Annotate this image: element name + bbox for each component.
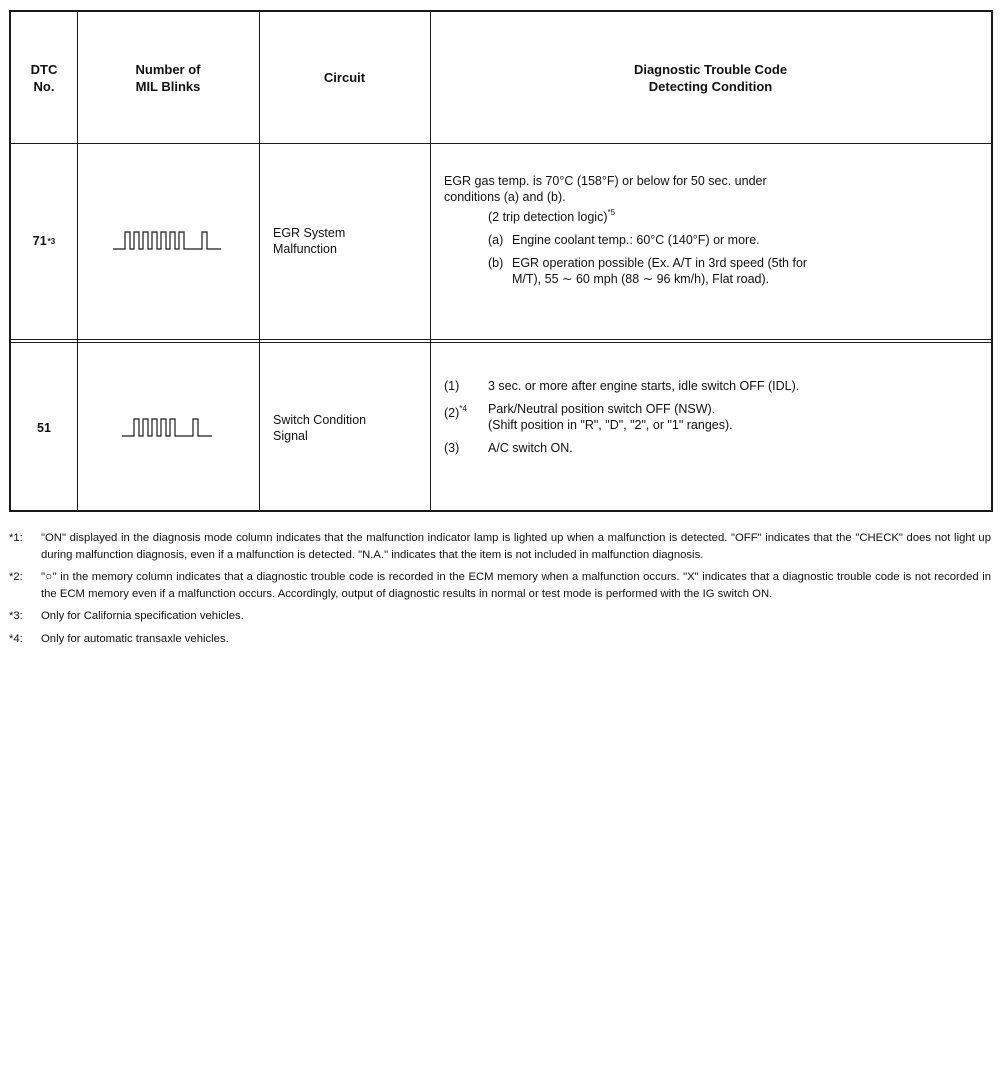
mil-blink-waveform-icon: [113, 229, 223, 253]
condition-item-text-cont: M/T), 55 ∼ 60 mph (88 ∼ 96 km/h), Flat road).: [512, 272, 770, 286]
dtc-code: 51: [37, 420, 51, 435]
footnotes: [9, 530, 991, 653]
condition-item-text: 3 sec. or more after engine starts, idle switch OFF (IDL).: [488, 379, 800, 393]
condition-item-2: [444, 401, 971, 433]
condition-item-label: (3): [444, 441, 460, 455]
header-blinks-line1: Number of: [135, 61, 201, 77]
row-divider-double-top: [11, 339, 991, 340]
trip-logic-text: (2 trip detection logic): [488, 210, 608, 224]
footnote-label: *2:: [9, 571, 23, 583]
table-row-71-circuit: [259, 143, 430, 339]
condition-intro-line1: EGR gas temp. is 70°C (158°F) or below for 50 sec. under: [444, 174, 767, 188]
footnote-ref: *3: [47, 236, 56, 246]
footnote-label: *1:: [9, 532, 23, 544]
footnote-3: [9, 608, 991, 625]
table-row-71-condition: [430, 143, 991, 339]
header-circuit-label: Circuit: [323, 70, 366, 85]
condition-item-a: [444, 232, 971, 248]
condition-item-label: (b): [488, 256, 504, 270]
footnote-label: *4:: [9, 632, 23, 645]
mil-blink-waveform-icon: [122, 416, 214, 440]
header-mil-blinks: [77, 12, 259, 143]
header-condition-line1: Diagnostic Trouble Code: [633, 61, 788, 77]
table-row-51-circuit: [259, 343, 430, 512]
footnote-4: [9, 631, 991, 648]
footnote-2: [9, 569, 991, 602]
condition-item-b: [444, 255, 971, 287]
table-row-51-condition: [430, 343, 991, 512]
footnote-text: "ON" displayed in the diagnosis mode column indicates that the malfunction indicator lamp is lighted up when a malfunction is detected. "OFF" indicates that the "CHECK" does not light up during malfunction diagnosis, even if a malfunction is detected. "N.A." indicates that the item is not included in malfunction diagnosis.: [41, 532, 991, 561]
condition-item-text: EGR operation possible (Ex. A/T in 3rd speed (5th for: [512, 256, 808, 270]
header-dtc-no-line2: No.: [33, 78, 55, 94]
condition-item-label: (1): [444, 379, 460, 393]
condition-item-text: Engine coolant temp.: 60°C (140°F) or more.: [512, 233, 760, 247]
condition-item-label: (a): [488, 233, 504, 247]
table-row-71-code: [11, 143, 77, 339]
blink-pulse-train: [122, 419, 212, 436]
header-detecting-condition: [430, 12, 991, 143]
condition-item-label-wrap: [444, 401, 488, 433]
condition-item-3: [444, 440, 971, 456]
footnote-ref: *4: [459, 404, 467, 413]
condition-item-text: Park/Neutral position switch OFF (NSW).: [488, 402, 716, 416]
footnote-label: *3:: [9, 610, 23, 622]
dtc-table: [9, 10, 993, 512]
circuit-line1: Switch Condition: [273, 412, 367, 427]
footnote-text: Only for automatic transaxle vehicles.: [41, 632, 229, 645]
header-condition-line2: Detecting Condition: [648, 78, 773, 94]
table-row-71-blinks: [77, 143, 259, 339]
table-row-51-blinks: [77, 343, 259, 512]
circuit-line1: EGR System: [273, 226, 346, 240]
footnote-ref: *5: [607, 208, 616, 217]
condition-item-label: (2): [444, 406, 460, 420]
dtc-code: 71: [32, 234, 47, 248]
condition-intro-line2: conditions (a) and (b).: [444, 190, 566, 204]
condition-item-1: [444, 378, 971, 394]
footnote-text: Only for California specification vehicles.: [41, 610, 244, 622]
header-circuit: [259, 12, 430, 143]
footnote-text: "○" in the memory column indicates that a diagnostic trouble code is recorded in the ECM memory when a malfunction occurs. "X" indicates that a diagnostic trouble code is not recorded in the ECM memory even if a malfunction occurs. Accordingly, output of diagnostic results in normal or test mode is performed with the IG switch ON.: [41, 571, 991, 600]
blink-pulse-train: [113, 232, 221, 249]
footnote-1: [9, 530, 991, 563]
condition-item-text: A/C switch ON.: [488, 441, 573, 455]
circuit-line2: Signal: [273, 428, 308, 443]
header-blinks-line2: MIL Blinks: [135, 78, 201, 94]
trip-logic-line: [444, 205, 971, 225]
circuit-line2: Malfunction: [273, 242, 337, 256]
table-row-51-code: [11, 343, 77, 512]
header-dtc-no: [11, 12, 77, 143]
header-dtc-no-line1: DTC: [30, 61, 58, 77]
condition-item-text-cont: (Shift position in "R", "D", "2", or "1" ranges).: [488, 418, 733, 432]
